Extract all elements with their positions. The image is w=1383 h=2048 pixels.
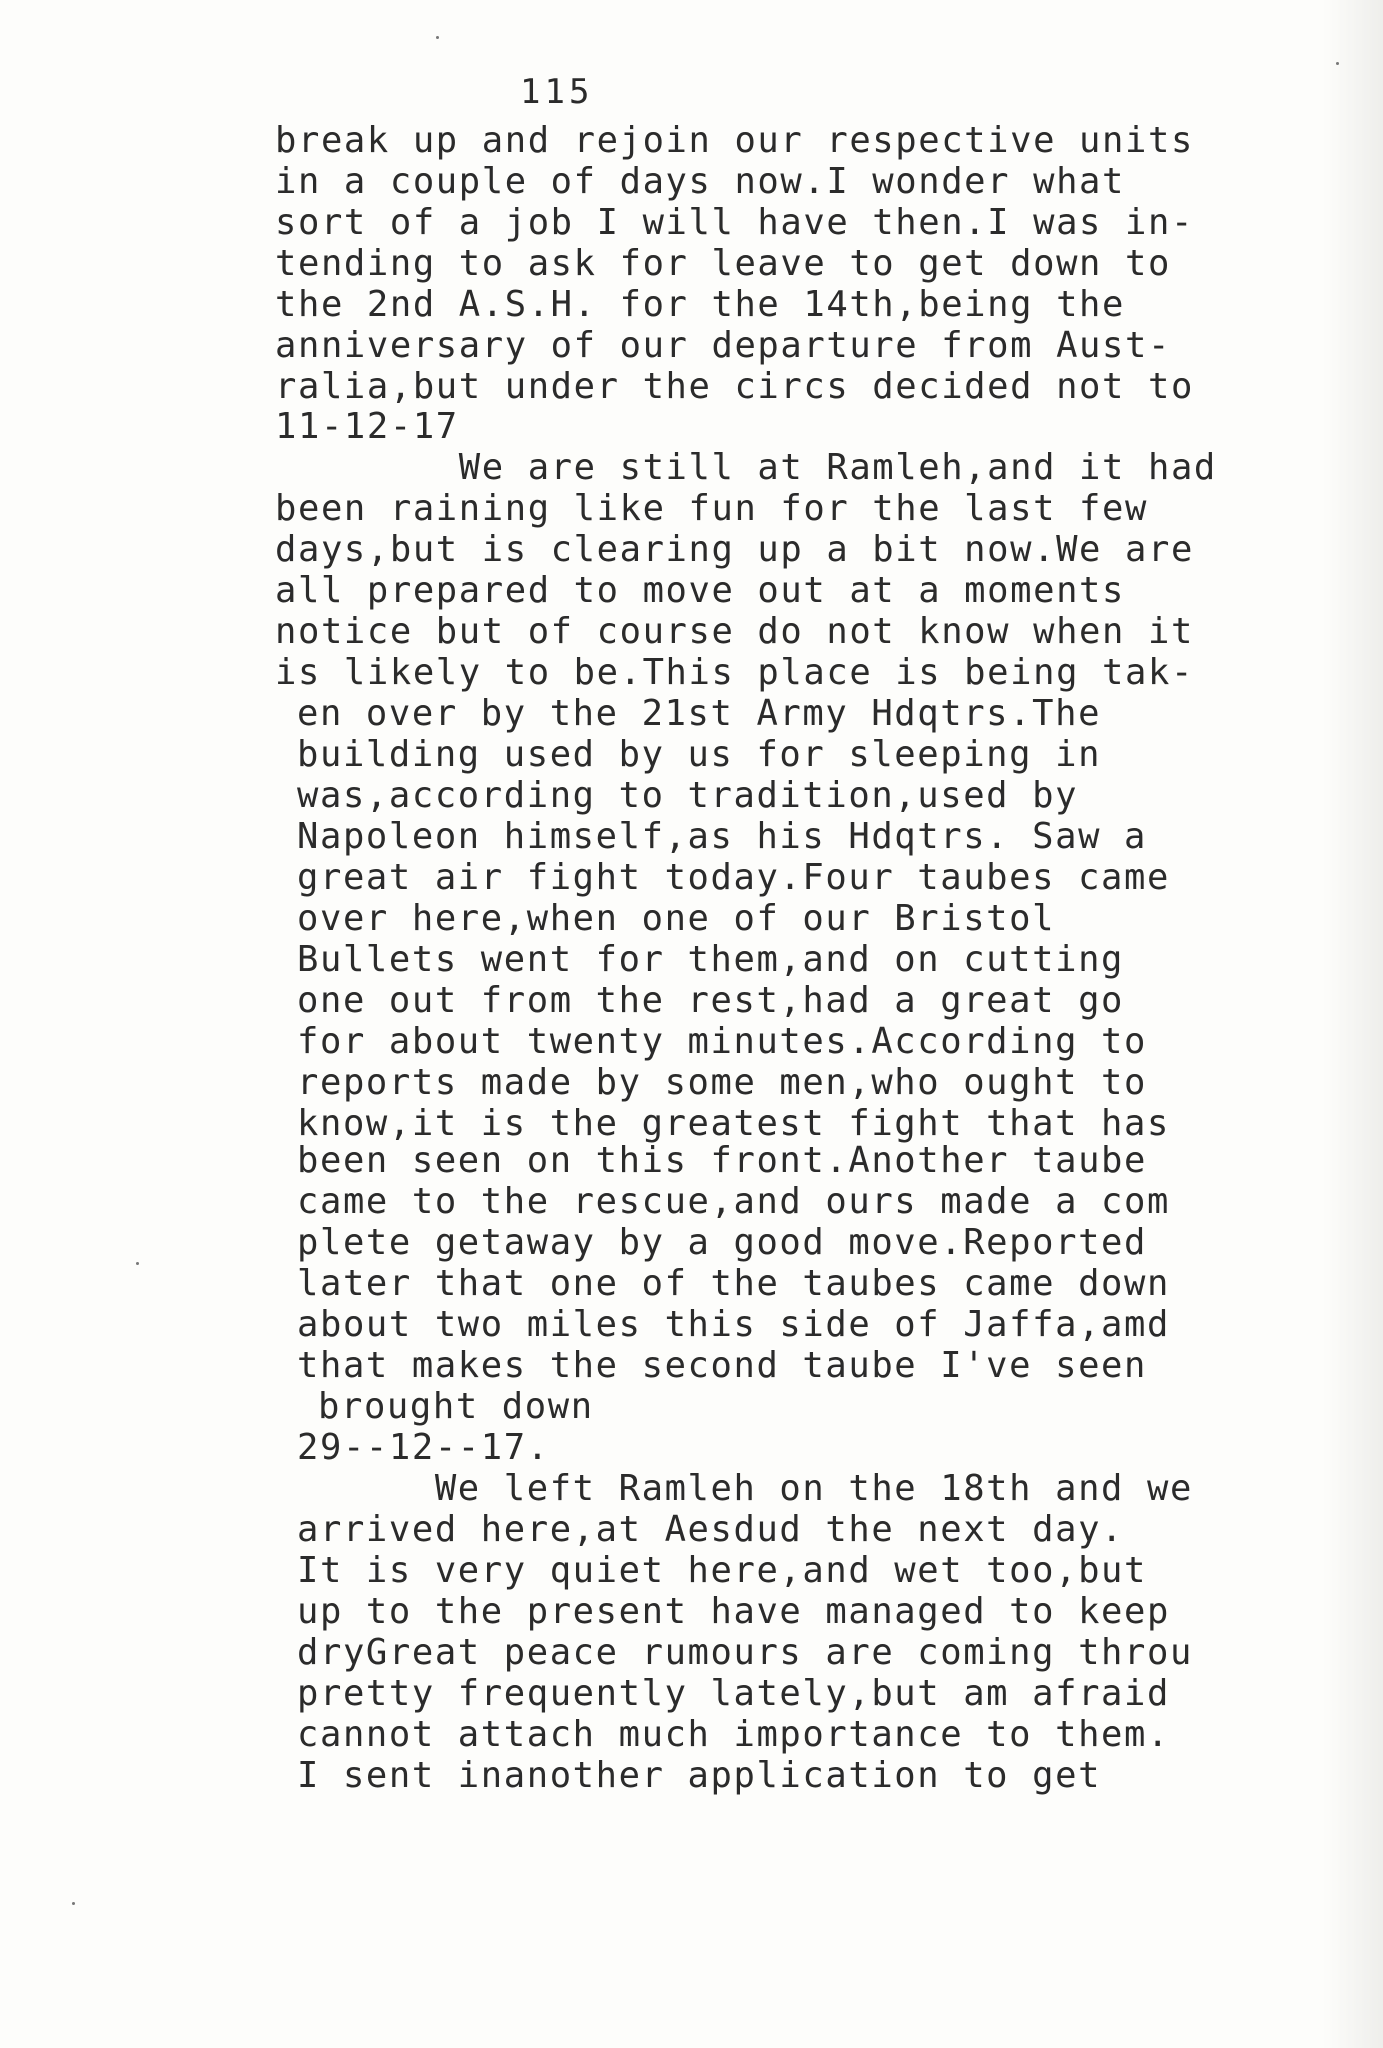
text-line: Bullets went for them,and on cutting — [297, 939, 1125, 980]
scan-speck — [1336, 62, 1339, 65]
text-line: know,it is the greatest fight that has — [297, 1103, 1170, 1144]
text-line: days,but is clearing up a bit now.We are — [275, 529, 1194, 570]
diary-date: 11-12-17 — [275, 406, 459, 447]
text-line: in a couple of days now.I wonder what — [275, 161, 1125, 202]
text-line: over here,when one of our Bristol — [297, 898, 1056, 939]
text-line: sort of a job I will have then.I was in- — [275, 202, 1194, 243]
text-line: that makes the second taube I've seen — [297, 1345, 1147, 1386]
diary-date: 29--12--17. — [297, 1427, 550, 1468]
page-number: 115 — [520, 72, 594, 112]
text-line: plete getaway by a good move.Reported — [297, 1222, 1147, 1263]
text-line: It is very quiet here,and wet too,but — [297, 1550, 1147, 1591]
text-line: all prepared to move out at a moments — [275, 570, 1125, 611]
scan-speck — [436, 36, 439, 39]
text-line: up to the present have managed to keep — [297, 1591, 1170, 1632]
text-line: about two miles this side of Jaffa,amd — [297, 1304, 1170, 1345]
text-line: later that one of the taubes came down — [297, 1263, 1170, 1304]
scan-speck — [72, 1902, 75, 1905]
text-line: is likely to be.This place is being tak- — [275, 652, 1194, 693]
text-line: dryGreat peace rumours are coming throu — [297, 1632, 1193, 1673]
text-line: one out from the rest,had a great go — [297, 980, 1125, 1021]
text-line: been seen on this front.Another taube — [297, 1140, 1147, 1181]
text-line: notice but of course do not know when it — [275, 611, 1194, 652]
text-line: anniversary of our departure from Aust- — [275, 325, 1171, 366]
text-line: was,according to tradition,used by — [297, 775, 1079, 816]
text-line: great air fight today.Four taubes came — [297, 857, 1170, 898]
text-line: break up and rejoin our respective units — [275, 120, 1194, 161]
text-line: en over by the 21st Army Hdqtrs.The — [297, 693, 1102, 734]
text-line: building used by us for sleeping in — [297, 734, 1102, 775]
text-line: for about twenty minutes.According to — [297, 1021, 1147, 1062]
text-line: came to the rescue,and ours made a com — [297, 1181, 1170, 1222]
text-line: We are still at Ramleh,and it had — [275, 447, 1217, 488]
text-line: been raining like fun for the last few — [275, 488, 1148, 529]
text-line: tending to ask for leave to get down to — [275, 243, 1171, 284]
scan-speck — [136, 1262, 139, 1265]
scan-shadow — [1323, 0, 1383, 2048]
text-line: cannot attach much importance to them. — [297, 1714, 1170, 1755]
text-line: the 2nd A.S.H. for the 14th,being the — [275, 284, 1125, 325]
text-line: arrived here,at Aesdud the next day. — [297, 1509, 1125, 1550]
text-line: reports made by some men,who ought to — [297, 1062, 1147, 1103]
text-line: I sent inanother application to get — [297, 1755, 1102, 1796]
text-line: brought down — [318, 1386, 594, 1427]
text-line: pretty frequently lately,but am afraid — [297, 1673, 1170, 1714]
text-line: We left Ramleh on the 18th and we — [297, 1468, 1193, 1509]
text-line: ralia,but under the circs decided not to — [275, 366, 1194, 407]
text-line: Napoleon himself,as his Hdqtrs. Saw a — [297, 816, 1147, 857]
